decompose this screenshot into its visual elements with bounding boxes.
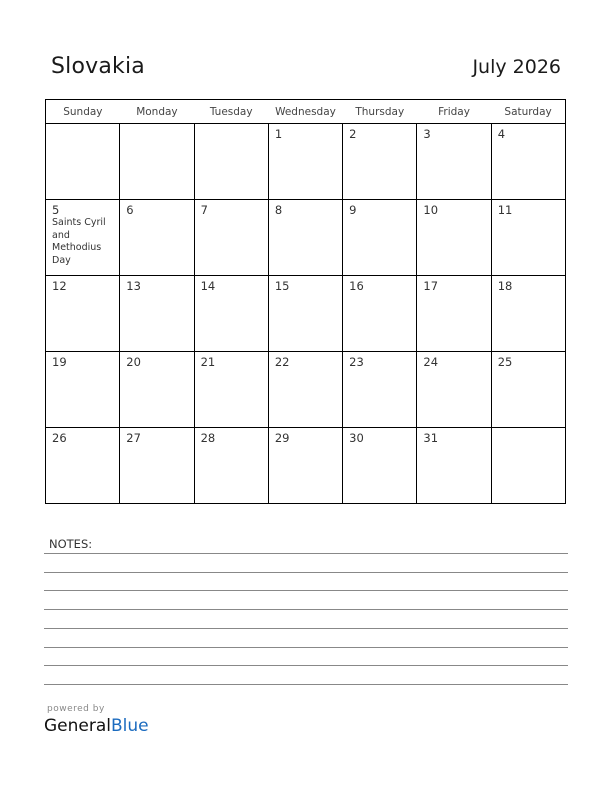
weekday-saturday: Saturday [491, 100, 565, 124]
brand-blue: Blue [111, 716, 149, 736]
day-number: 25 [497, 355, 513, 369]
holiday-label: Saints Cyril and Methodius Day [52, 217, 106, 266]
day-cell [46, 428, 120, 504]
day-cell [491, 124, 565, 200]
weekday-monday: Monday [120, 100, 194, 124]
day-cell [194, 200, 268, 276]
day-number: 10 [423, 203, 439, 217]
day-cell [120, 276, 194, 352]
day-cell [491, 428, 565, 504]
day-cell [194, 352, 268, 428]
day-cell [194, 124, 268, 200]
day-cell [120, 200, 194, 276]
day-cell [343, 428, 417, 504]
day-cell [120, 352, 194, 428]
day-number: 23 [349, 355, 364, 369]
page-title: Slovakia [51, 54, 145, 79]
day-number: 2 [349, 127, 357, 141]
day-cell [417, 428, 491, 504]
day-number: 11 [497, 203, 513, 217]
note-line [44, 553, 568, 554]
day-number: 14 [200, 279, 216, 293]
weekday-tuesday: Tuesday [194, 100, 268, 124]
note-line [44, 665, 568, 666]
day-number: 29 [274, 431, 290, 445]
day-number: 3 [423, 127, 431, 141]
week-row [46, 352, 566, 428]
day-number: 30 [349, 431, 364, 445]
weekday-wednesday: Wednesday [268, 100, 342, 124]
day-cell [491, 352, 565, 428]
day-number: 28 [200, 431, 216, 445]
weekday-thursday: Thursday [343, 100, 417, 124]
day-number: 12 [52, 279, 67, 293]
day-number: 27 [126, 431, 141, 445]
note-line [44, 590, 568, 591]
day-cell [46, 276, 120, 352]
day-cell [491, 276, 565, 352]
day-cell [417, 200, 491, 276]
day-number: 31 [423, 431, 439, 445]
day-cell [268, 124, 342, 200]
day-cell [194, 428, 268, 504]
month-year-label: July 2026 [472, 56, 561, 78]
day-number: 16 [349, 279, 364, 293]
weekday-header-row [46, 100, 566, 124]
day-number: 13 [126, 279, 141, 293]
day-number: 26 [52, 431, 67, 445]
day-number: 5 [52, 203, 60, 217]
brand-general: General [44, 716, 111, 736]
day-cell [46, 124, 120, 200]
day-number: 7 [200, 203, 208, 217]
week-row [46, 124, 566, 200]
day-cell [343, 352, 417, 428]
day-cell [268, 428, 342, 504]
day-cell [417, 352, 491, 428]
day-cell [343, 124, 417, 200]
day-number: 21 [200, 355, 216, 369]
week-row [46, 200, 566, 276]
day-cell [268, 276, 342, 352]
weekday-sunday: Sunday [46, 100, 120, 124]
day-cell [120, 428, 194, 504]
day-cell [120, 124, 194, 200]
day-number: 24 [423, 355, 439, 369]
day-number: 1 [274, 127, 283, 141]
day-number: 15 [274, 279, 290, 293]
day-number: 19 [52, 355, 67, 369]
note-line [44, 572, 568, 573]
day-cell [417, 124, 491, 200]
day-number: 20 [126, 355, 141, 369]
day-number: 18 [497, 279, 513, 293]
day-number: 22 [274, 355, 290, 369]
week-row [46, 276, 566, 352]
note-line [44, 647, 568, 648]
day-cell [343, 276, 417, 352]
day-number: 9 [349, 203, 357, 217]
day-cell [417, 276, 491, 352]
day-cell [46, 352, 120, 428]
day-cell [268, 352, 342, 428]
day-number: 17 [423, 279, 439, 293]
day-number: 6 [126, 203, 134, 217]
day-cell [343, 200, 417, 276]
generalblue-logo [44, 716, 149, 736]
day-cell [268, 200, 342, 276]
note-line [44, 684, 568, 685]
day-cell [46, 200, 120, 276]
note-line [44, 628, 568, 629]
day-number: 8 [274, 203, 283, 217]
calendar-grid [45, 99, 566, 504]
note-line [44, 609, 568, 610]
week-row [46, 428, 566, 504]
notes-label: NOTES: [49, 537, 93, 551]
day-cell [194, 276, 268, 352]
powered-by-label: powered by [47, 704, 105, 714]
weekday-friday: Friday [417, 100, 491, 124]
day-number: 4 [497, 127, 506, 141]
day-cell [491, 200, 565, 276]
